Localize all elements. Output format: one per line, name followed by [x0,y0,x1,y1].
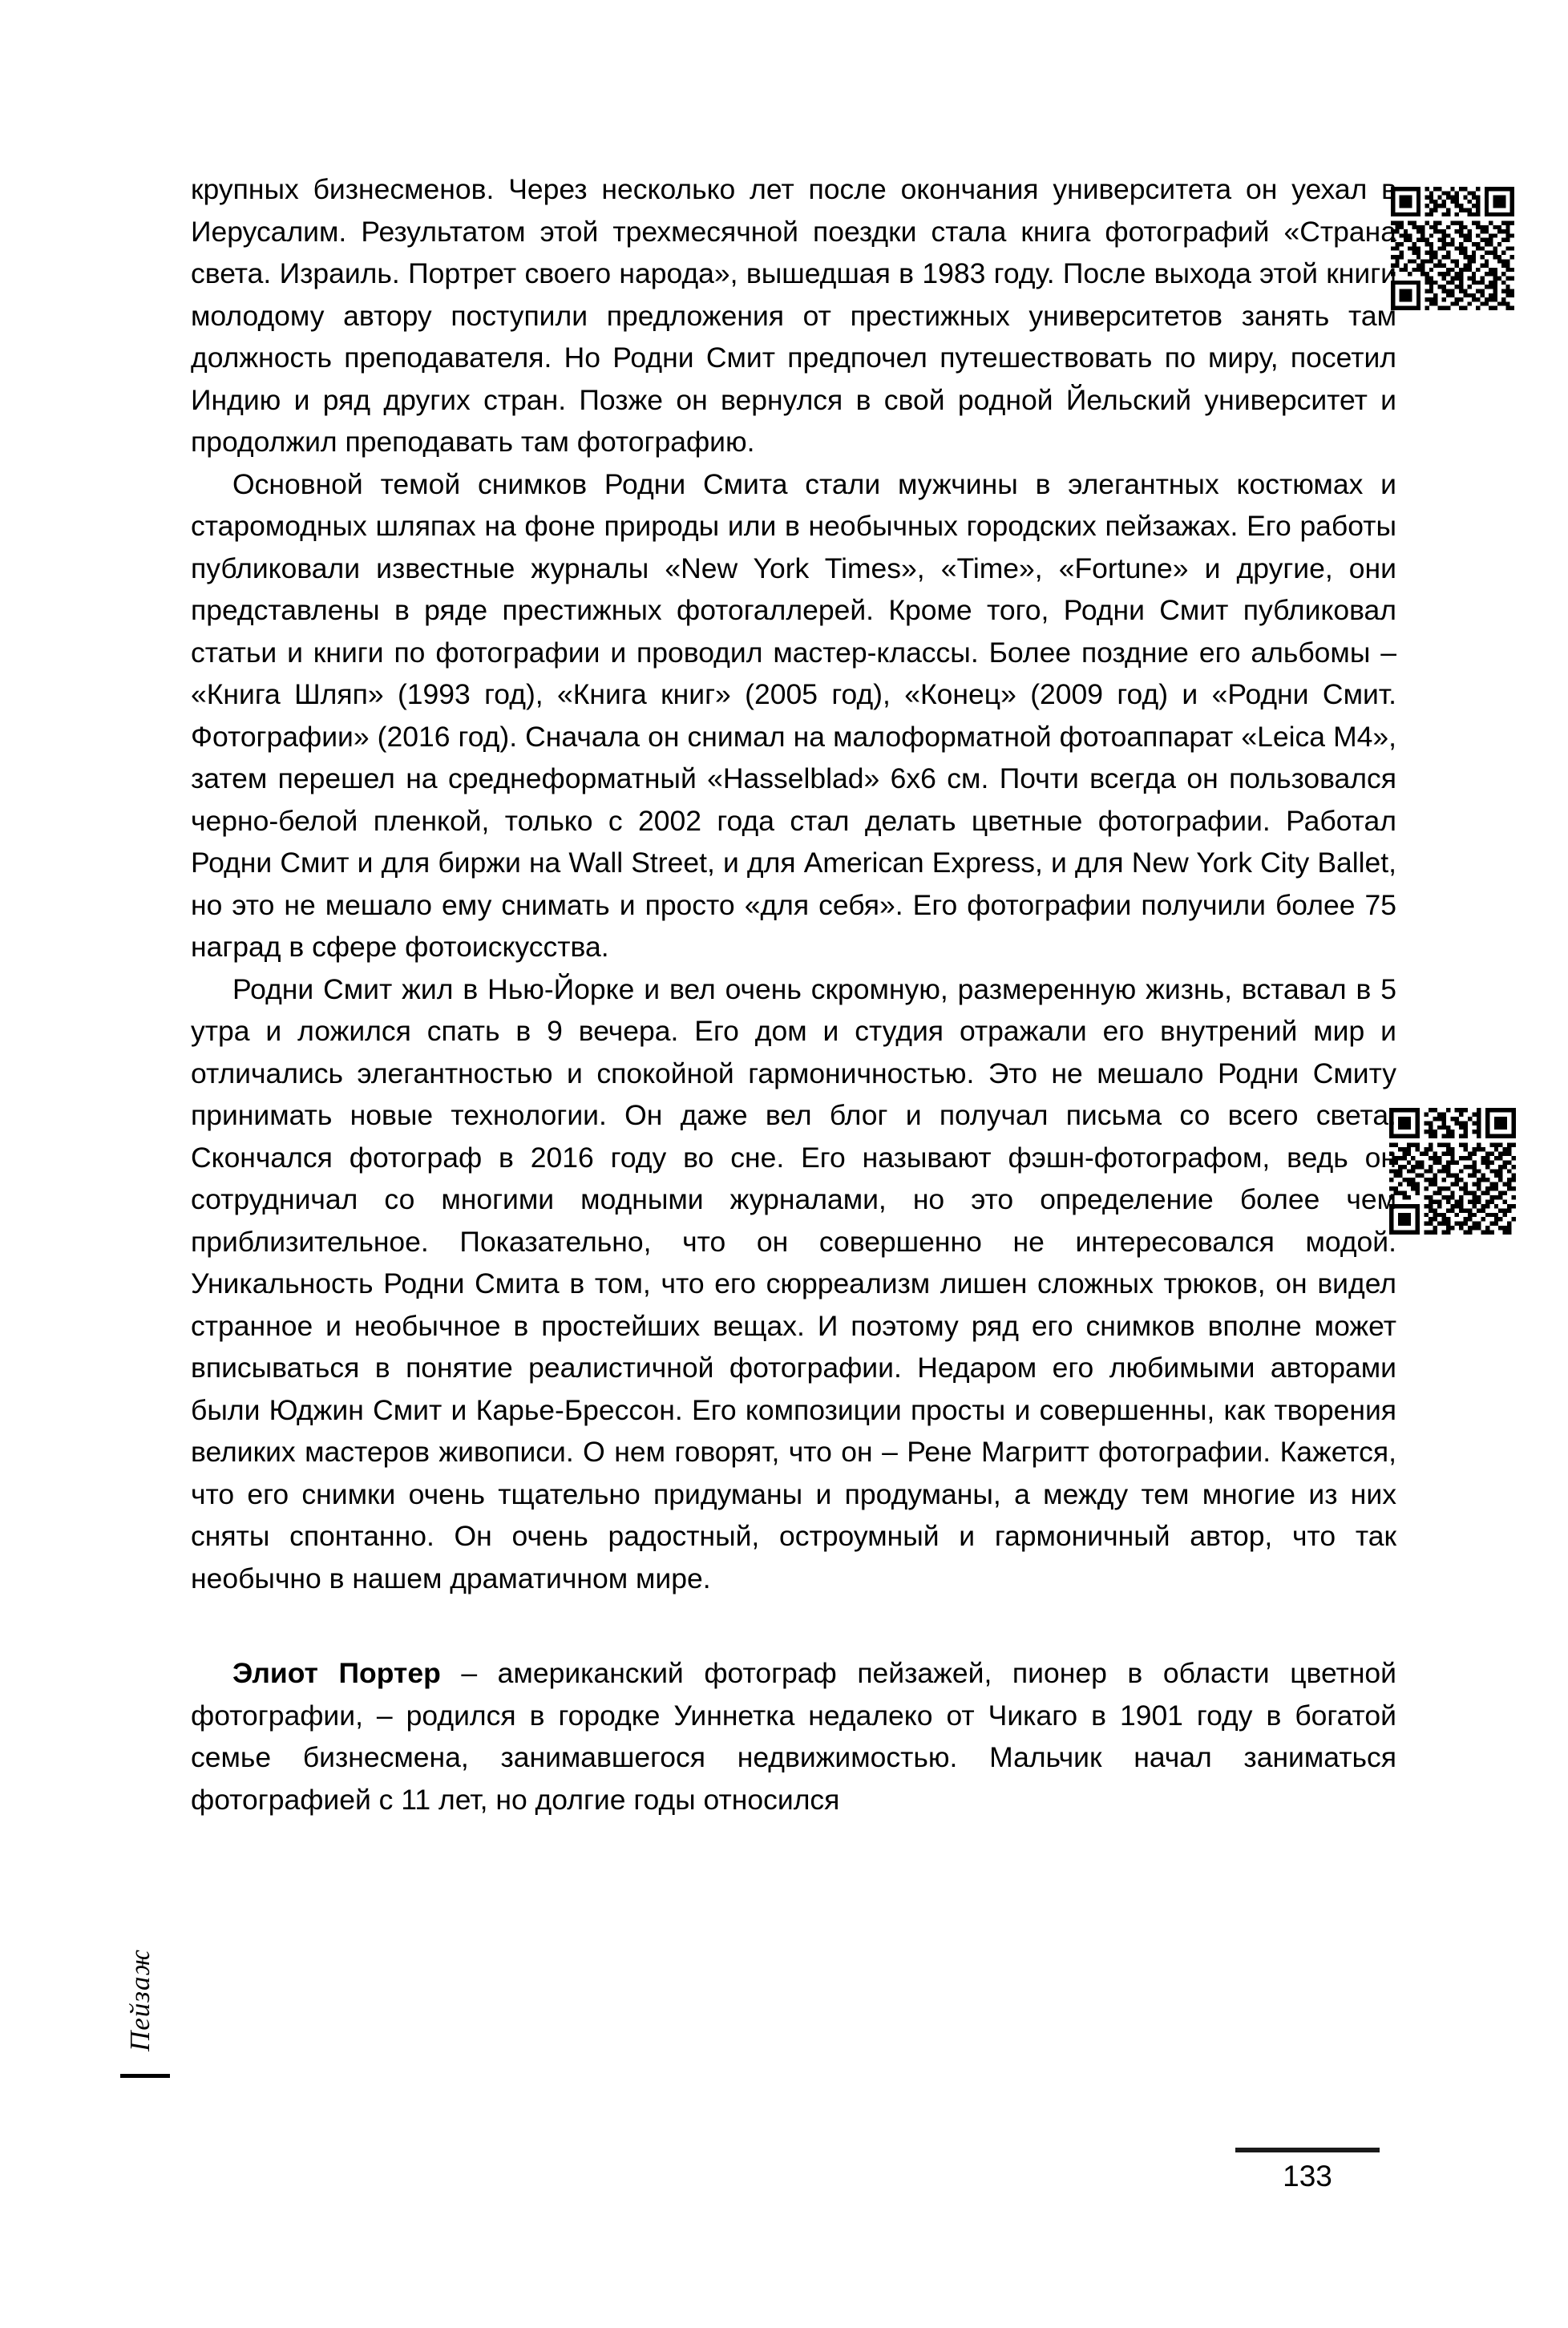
side-running-label-text: Пейзаж [124,1948,156,2052]
folio-rule [1235,2148,1380,2152]
body-text-column [191,168,1396,1821]
paragraph-3: Родни Смит жил в Нью-Йорке и вел очень скромную, размеренную жизнь, вставал в 5 утра и ложился спать в 9 вечера. Его дом и студия отражали его внутрений мир и отличались элегантностью и спокойной гармоничностью. Это не мешало Родни Смиту принимать новые технологии. Он даже вел блог и получал письма со всего света. Скончался фотограф в 2016 году во сне. Его называют фэшн-фотографом, ведь он сотрудничал со многими модными журналами, но это определение более чем приблизительное. Показательно, что он совершенно не интересовался модой. Уникальность Родни Смита в том, что его сюрреализм лишен сложных трюков, он видел странное и необычное в простейших вещах. И поэтому ряд его снимков вполне может вписываться в понятие реалистичной фотографии. Недаром его любимыми авторами были Юджин Смит и Карье-Брессон. Его композиции просты и совершенны, как творения великих мастеров живописи. О нем говорят, что он – Рене Магритт фотографии. Кажется, что его снимки очень тщательно придуманы и продуманы, а между тем многие из них сняты спонтанно. Он очень радостный, остроумный и гармоничный автор, что так необычно в нашем драматичном мире. [191,972,1396,1594]
paragraph-4-eliot-porter [191,1652,1396,1821]
paragraph-1: крупных бизнесменов. Через несколько лет после окончания университета он уехал в Иерусалим. Результатом этой трехмесячной поездки стала книга фотографий «Страна света. Израиль. Портрет своего народа», вышедшая в 1983 году. После выхода этой книги молодому автору поступили предложения от престижных университетов занять там должность преподавателя. Но Родни Смит предпочел путешествовать по миру, посетил Индию и ряд других стран. Позже он вернулся в свой родной Йельский университет и продолжил преподавать там фотографию. [191,173,1396,458]
side-label-rule [120,2074,170,2078]
page-number: 133 [1283,2160,1332,2193]
paragraph-2: Основной темой снимков Родни Смита стали мужчины в элегантных костюмах и старомодных шляпах на фоне природы или в необычных городских пейзажах. Его работы публиковали известные журналы «New York Times», «Time», «Fortune» и другие, они представлены в ряде престижных фотогаллерей. Кроме того, Родни Смит публиковал статьи и книги по фотографии и проводил мастер-классы. Более поздние его альбомы – «Книга Шляп» (1993 год), «Книга книг» (2005 год), «Конец» (2009 год) и «Родни Смит. Фотографии» (2016 год). Сначала он снимал на малоформатной фотоаппарат «Leica M4», затем перешел на среднеформатный «Hasselblad» 6x6 см. Почти всегда он пользовался черно-белой пленкой, только с 2002 года стал делать цветные фотографии. Работал Родни Смит и для биржи на Wall Street, и для American Express, и для New York City Ballet, но это не мешало ему снимать и просто «для себя». Его фотографии получили более 75 наград в сфере фотоискусства. [191,467,1396,963]
paragraph-4-body: – американский фотограф пейзажей, пионер в области цветной фотографии, – родился в городке Уиннетка недалеко от Чикаго в 1901 году в богатой семье бизнесмена, занимавшегося недвижимостью. Мальчик начал заниматься фотографией с 11 лет, но долгие годы относился [191,1657,1396,1816]
section-spacer [191,1599,1396,1652]
qr-code-top-icon[interactable] [1389,187,1516,310]
qr-code-bottom-icon[interactable] [1389,1108,1516,1235]
side-running-label [104,1900,176,2100]
person-name-bold: Элиот Портер [232,1657,441,1689]
